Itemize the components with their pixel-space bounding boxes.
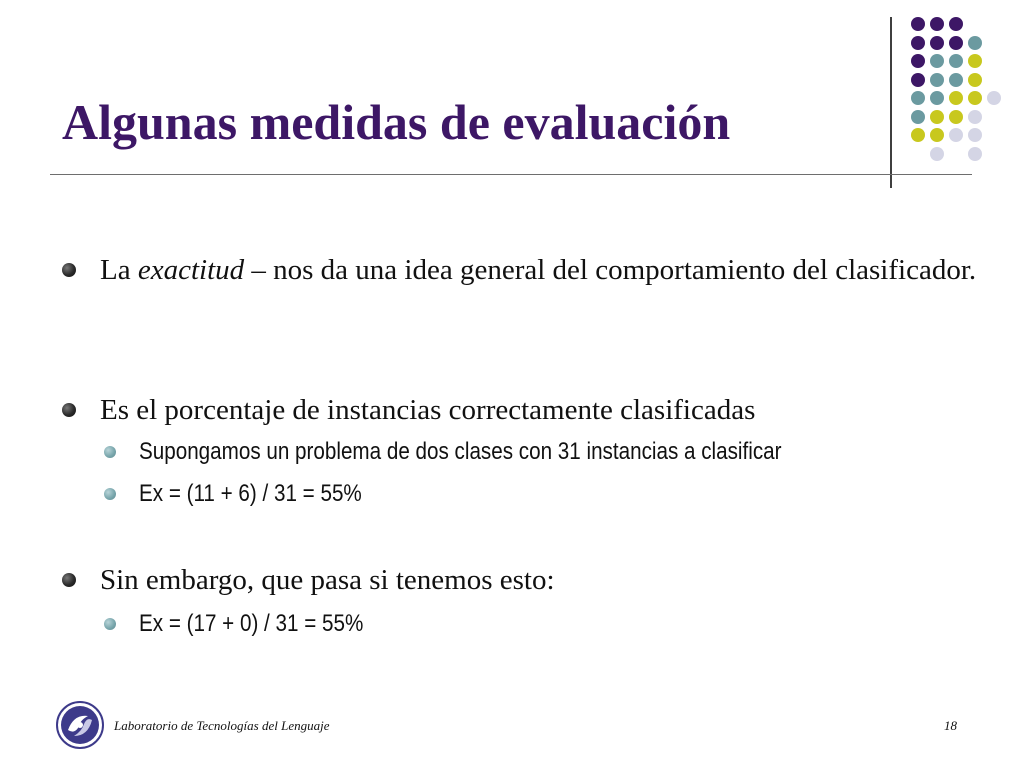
decor-dot	[968, 54, 982, 68]
decor-dot	[949, 17, 963, 31]
decor-dot	[968, 91, 982, 105]
sub-bullet-dot-icon	[104, 488, 116, 500]
decor-dot	[949, 54, 963, 68]
decor-dot	[911, 17, 925, 31]
decor-dot	[968, 110, 982, 124]
title-horizontal-divider	[50, 174, 972, 175]
footer-lab-name: Laboratorio de Tecnologías del Lenguaje	[114, 718, 330, 733]
slide-title: Algunas medidas de evaluación	[62, 94, 731, 150]
bullet-text: La exactitud – nos da una idea general del comportamiento del clasificador.	[100, 254, 977, 286]
bullet-text: Sin embargo, que pasa si tenemos esto:	[100, 564, 555, 596]
decor-dot	[911, 54, 925, 68]
bullet-text: Es el porcentaje de instancias correctamente clasificadas	[100, 394, 756, 426]
decor-dot	[930, 73, 944, 87]
decor-dot	[949, 73, 963, 87]
decor-dot	[930, 128, 944, 142]
decor-dot	[968, 128, 982, 142]
decor-dot	[949, 36, 963, 50]
bullet-dot-icon	[62, 403, 76, 417]
sub-bullet-dot-icon	[104, 618, 116, 630]
sub-bullet-text: Supongamos un problema de dos clases con 31 instancias a clasificar	[139, 438, 782, 465]
lab-logo-icon	[54, 700, 106, 750]
decor-dot	[930, 91, 944, 105]
decor-dot	[968, 147, 982, 161]
decor-dot	[930, 17, 944, 31]
sub-bullet-text: Ex = (17 + 0) / 31 = 55%	[139, 610, 364, 637]
decor-dot	[949, 91, 963, 105]
decor-dot	[968, 73, 982, 87]
decor-dot	[987, 91, 1001, 105]
decor-dot	[911, 36, 925, 50]
page-number: 18	[944, 718, 957, 733]
sub-bullet-text: Ex = (11 + 6) / 31 = 55%	[139, 480, 362, 507]
sub-bullet-dot-icon	[104, 446, 116, 458]
bullet-dot-icon	[62, 573, 76, 587]
decor-dot	[949, 128, 963, 142]
decor-dot	[911, 73, 925, 87]
title-vertical-divider	[890, 17, 892, 188]
decor-dot	[968, 36, 982, 50]
decor-dot	[949, 110, 963, 124]
bullet-dot-icon	[62, 263, 76, 277]
decor-dot	[911, 110, 925, 124]
emphasis-term: exactitud	[137, 254, 245, 286]
decor-dot	[930, 54, 944, 68]
decor-dot	[930, 110, 944, 124]
decor-dot	[911, 128, 925, 142]
decor-dot	[911, 91, 925, 105]
decor-dot	[930, 147, 944, 161]
decor-dot	[930, 36, 944, 50]
